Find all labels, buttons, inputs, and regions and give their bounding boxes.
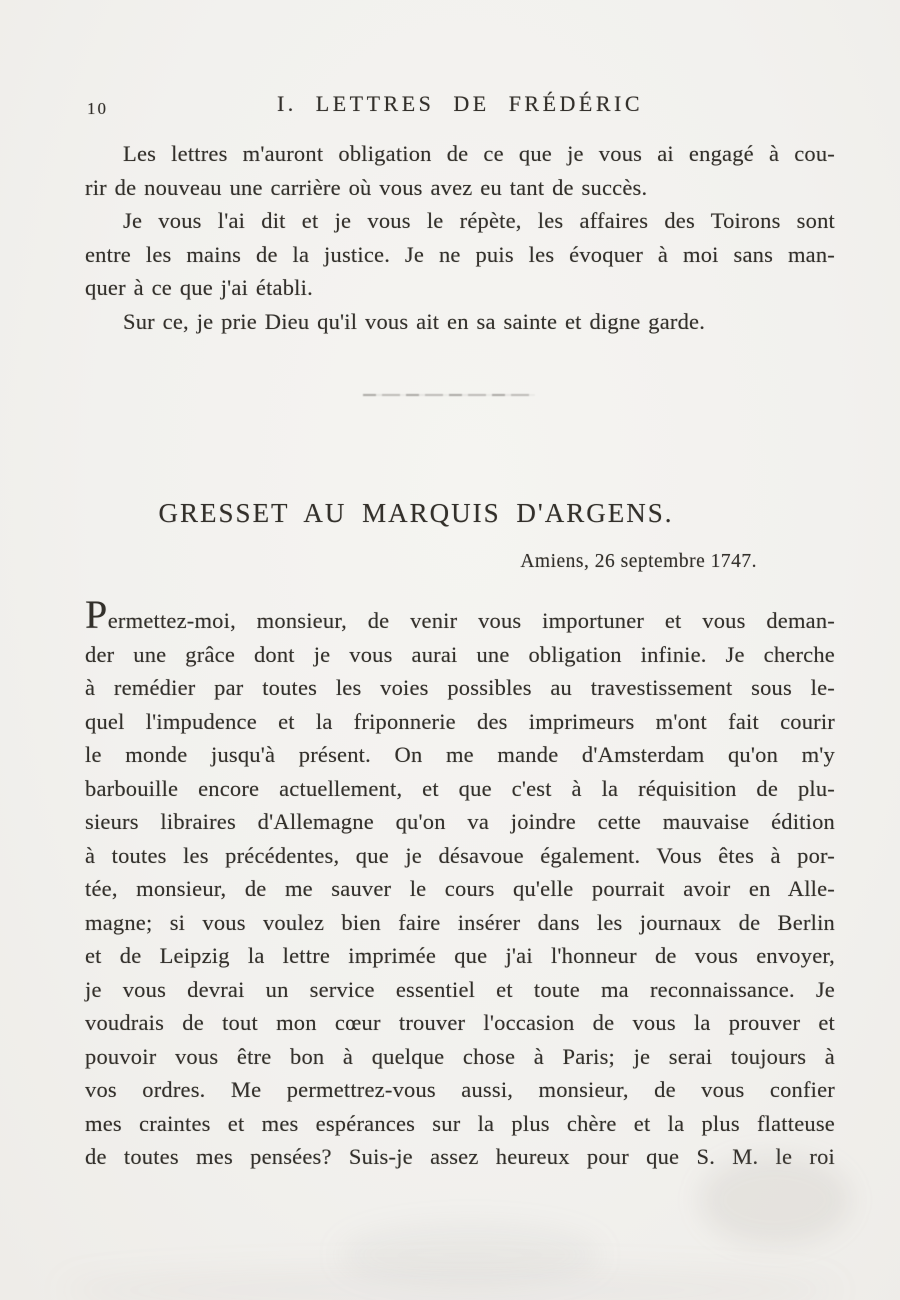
text-line: magne; si vous voulez bien faire insérer dans les journaux de Berlin bbox=[85, 909, 835, 935]
page-number: 10 bbox=[87, 99, 108, 118]
text-line: mes craintes et mes espérances sur la plus chère et la plus flatteuse bbox=[85, 1110, 835, 1136]
text-line: quer à ce que j'ai établi. bbox=[85, 275, 313, 300]
text-line: entre les mains de la justice. Je ne puis les évoquer à moi sans man- bbox=[85, 241, 835, 267]
text-line: Sur ce, je prie Dieu qu'il vous ait en sa sainte et digne garde. bbox=[123, 308, 706, 334]
scan-smudge bbox=[340, 1225, 600, 1285]
text-line: Je vous l'ai dit et je vous le répète, les affaires des Toirons sont bbox=[123, 208, 835, 233]
text-line: Les lettres m'auront obligation de ce que je vous ai engagé à cou- bbox=[123, 141, 835, 166]
text-line: rir de nouveau une carrière où vous avez eu tant de succès. bbox=[85, 174, 648, 200]
text-line: der une grâce dont je vous aurai une obligation infinie. Je cherche bbox=[85, 641, 835, 667]
section-divider bbox=[363, 394, 535, 396]
text-line: voudrais de tout mon cœur trouver l'occasion de vous la prouver et bbox=[85, 1010, 835, 1035]
text-line: à toutes les précédentes, que je désavoue également. Vous êtes à por- bbox=[85, 842, 835, 868]
text-line: vos ordres. Me permettrez-vous aussi, monsieur, de vous confier bbox=[85, 1077, 835, 1102]
text-line: à remédier par toutes les voies possibles au travestissement sous le- bbox=[85, 675, 835, 700]
text-line: quel l'impudence et la friponnerie des imprimeurs m'ont fait courir bbox=[85, 708, 835, 734]
running-title: I. LETTRES DE FRÉDÉRIC bbox=[276, 91, 644, 116]
letter-2-dateline: Amiens, 26 septembre 1747. bbox=[520, 551, 757, 572]
text-line bbox=[85, 592, 835, 638]
text-line: tée, monsieur, de me sauver le cours qu'elle pourrait avoir en Alle- bbox=[85, 876, 835, 901]
text-line: sieurs libraires d'Allemagne qu'on va joindre cette mauvaise édition bbox=[85, 809, 835, 834]
letter-2-body bbox=[85, 592, 835, 1174]
scan-smudge bbox=[60, 1270, 840, 1300]
text-line: barbouille encore actuellement, et que c'est à la réquisition de plu- bbox=[85, 775, 835, 801]
drop-cap: P bbox=[85, 592, 108, 637]
text-line: pouvoir vous être bon à quelque chose à Paris; je serai toujours à bbox=[85, 1043, 835, 1069]
letter-1-body bbox=[85, 137, 835, 338]
text-line: je vous devrai un service essentiel et toute ma reconnaissance. Je bbox=[85, 976, 835, 1002]
text-line-continuation: ermettez-moi, monsieur, de venir vous importuner et vous deman- bbox=[107, 608, 835, 633]
text-line: de toutes mes pensées? Suis-je assez heureux pour que S. M. le roi bbox=[85, 1144, 835, 1169]
letter-2-heading: GRESSET AU MARQUIS D'ARGENS. bbox=[158, 498, 674, 528]
text-line: le monde jusqu'à présent. On me mande d'Amsterdam qu'on m'y bbox=[85, 742, 835, 767]
text-line: et de Leipzig la lettre imprimée que j'ai l'honneur de vous envoyer, bbox=[85, 943, 835, 968]
